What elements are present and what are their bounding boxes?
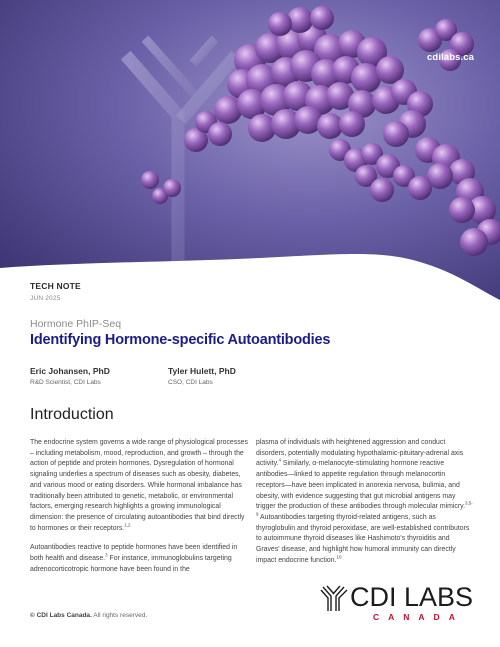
author-name: Eric Johansen, PhD — [30, 366, 110, 376]
logo-antibody-icon — [320, 584, 348, 612]
doc-type-label: TECH NOTE — [30, 281, 81, 291]
bacterium-cell — [141, 171, 159, 189]
paragraph: The endocrine system governs a wide range of physiological processes – including metabolism, mood, reproduction, and growth – through the action of peptide and protein hormones. Dysregulation of hormonal signaling underlies a spectrum of diseases such as obesity, diabetes, and various mood or eating disorders. While hormonal imbalance has traditionally been attributed to genetic, metabolic, or environmental factors, emerging research highlights a growing immunological dimension: the presence of circulating autoantibodies that bind directly to hormones or their receptors.$^{1,2}$ — [30, 439, 248, 532]
bacterium-cell — [408, 176, 432, 200]
paragraph: Autoantibodies reactive to peptide hormones have been identified in both health and disease.$^3$ For instance, immunoglobulins targeting adrenocorticotropic hormone have been found in the — [30, 544, 238, 573]
bacterium-cell — [163, 179, 181, 197]
doc-date: JUN 2025 — [30, 295, 61, 302]
author-2 — [168, 366, 236, 386]
bacterium-cell — [449, 197, 475, 223]
site-url[interactable]: cdilabs.ca — [427, 52, 474, 63]
section-title: Introduction — [30, 406, 114, 423]
copyright: © CDI Labs Canada. All rights reserved. — [30, 612, 148, 619]
bacterium-cell — [370, 178, 394, 202]
author-name: Tyler Hulett, PhD — [168, 366, 236, 376]
tech-note-meta — [30, 281, 81, 302]
doc-title: Identifying Hormone-specific Autoantibodies — [30, 332, 331, 348]
bacterium-cell — [268, 12, 292, 36]
cdi-labs-logo — [320, 582, 480, 628]
body-column-1 — [30, 438, 248, 584]
bacterium-cell — [460, 228, 488, 256]
paragraph: plasma of individuals with heightened aggression and conduct disorders, potentially modulating hypothalamic-pituitary-adrenal axis activity.$^4$ Similarly, α-melanocyte-stimulating hormone reactive antibodies—linked to appetite regulation through melanocortin receptors—have been implicated in anorexia nervosa, bulimia, and obesity, with evidence suggesting that gut microbial antigens may trigger the production of these antibodies through molecular mimicry.$^{3,5-9}$ Autoantibodies targeting thyroid-related antigens, such as thyroglobulin and thyroid peroxidase, are well-established contributors to autoimmune thyroid diseases like Hashimoto's thyroiditis and Graves' disease, and highlight how humoral immunity can directly impact endocrine function.$^{10}$ — [256, 439, 473, 564]
author-role: CSO, CDI Labs — [168, 379, 213, 386]
bacterium-cell — [383, 121, 409, 147]
hero-image — [0, 0, 500, 300]
bacterium-cell — [310, 6, 334, 30]
bacterium-cell — [208, 122, 232, 146]
logo-subtext: CANADA — [373, 612, 464, 622]
author-1 — [30, 366, 110, 386]
bacterium-cell — [317, 113, 343, 139]
logo-wordmark: CDI LABS — [350, 582, 474, 612]
body-column-2 — [256, 438, 474, 575]
author-role: R&D Scientist, CDI Labs — [30, 379, 101, 386]
doc-subtitle: Hormone PhIP-Seq — [30, 318, 122, 330]
bacterium-cell — [339, 111, 365, 137]
